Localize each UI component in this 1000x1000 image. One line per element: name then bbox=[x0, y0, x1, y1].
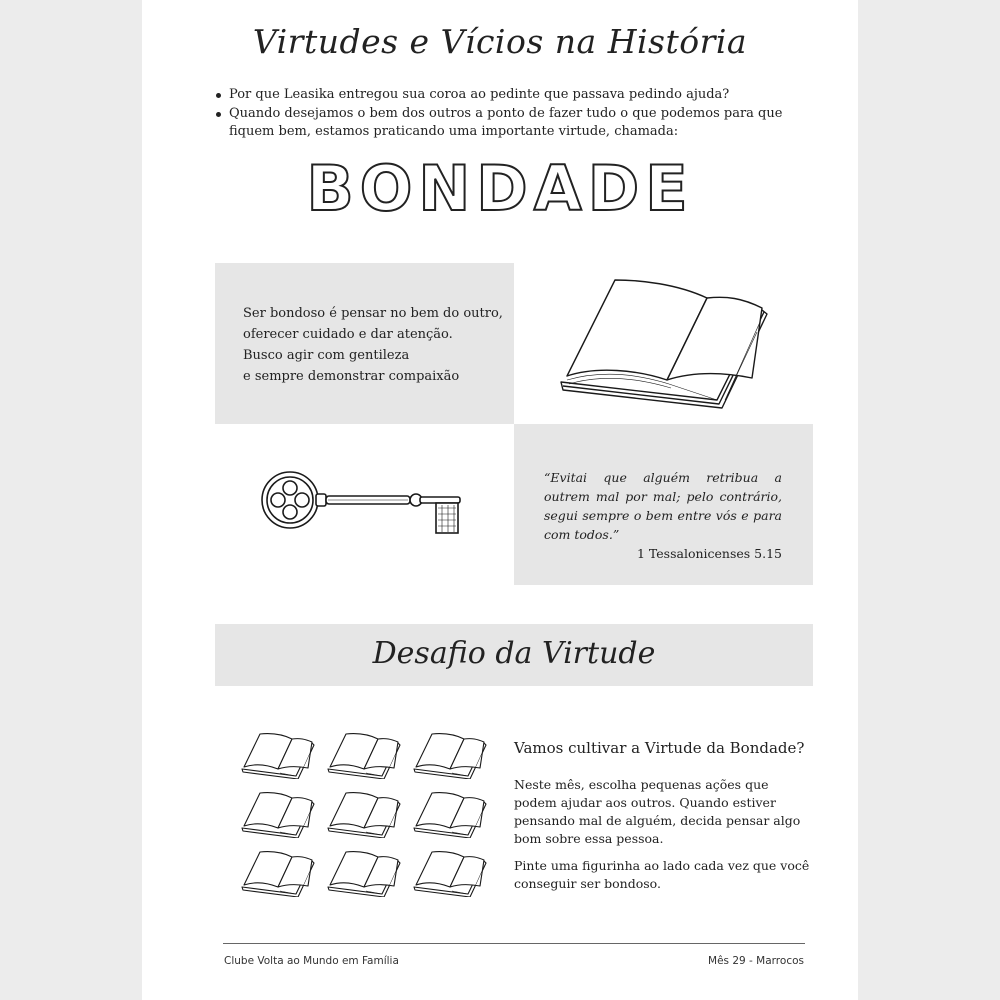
worksheet-page bbox=[142, 0, 858, 1000]
definition-line: Ser bondoso é pensar no bem do outro, bbox=[243, 306, 503, 321]
verse-quote bbox=[544, 468, 782, 563]
challenge-banner bbox=[215, 624, 813, 686]
open-book-icon bbox=[557, 272, 772, 416]
verse-box bbox=[514, 424, 813, 585]
definition-line: e sempre demonstrar compaixão bbox=[243, 369, 460, 384]
footer-divider bbox=[223, 943, 805, 944]
coloring-book-icon[interactable] bbox=[240, 849, 316, 901]
coloring-book-icon[interactable] bbox=[412, 849, 488, 901]
coloring-book-icon[interactable] bbox=[326, 731, 402, 783]
footer-month: Mês 29 - Marrocos bbox=[708, 955, 804, 967]
coloring-book-icon[interactable] bbox=[240, 731, 316, 783]
intro-bullets bbox=[212, 86, 822, 142]
bullet-statement: Quando desejamos o bem dos outros a ponto de fazer tudo o que podemos para que fiquem bem, estamos praticando uma importante virtude, chamada: bbox=[212, 105, 822, 141]
key-icon bbox=[258, 460, 473, 554]
definition-line: Busco agir com gentileza bbox=[243, 348, 410, 363]
footer-club-name: Clube Volta ao Mundo em Família bbox=[224, 955, 399, 967]
virtue-word: BONDADE bbox=[306, 152, 694, 225]
verse-reference: 1 Tessalonicenses 5.15 bbox=[636, 546, 782, 561]
challenge-question: Vamos cultivar a Virtude da Bondade? bbox=[514, 739, 805, 757]
verse-text: “Evitai que alguém retribua a outrem mal por mal; pelo contrário, segui sempre o bem entre vós e para com todos.” bbox=[544, 470, 782, 542]
definition-box bbox=[215, 263, 514, 424]
coloring-book-icon[interactable] bbox=[240, 790, 316, 842]
coloring-book-icon[interactable] bbox=[326, 849, 402, 901]
definition-text bbox=[243, 303, 503, 387]
challenge-text bbox=[514, 738, 814, 902]
coloring-book-icon[interactable] bbox=[412, 731, 488, 783]
coloring-book-icon[interactable] bbox=[326, 790, 402, 842]
definition-line: oferecer cuidado e dar atenção. bbox=[243, 327, 453, 342]
coloring-book-icon[interactable] bbox=[412, 790, 488, 842]
challenge-paragraph: Neste mês, escolha pequenas ações que podem ajudar aos outros. Quando estiver pensando mal de alguém, decida pensar algo bom sobre essa pessoa. bbox=[514, 777, 801, 846]
bullet-question: Por que Leasika entregou sua coroa ao pedinte que passava pedindo ajuda? bbox=[212, 86, 822, 104]
challenge-paragraph: Pinte uma figurinha ao lado cada vez que você conseguir ser bondoso. bbox=[514, 858, 810, 891]
page-title: Virtudes e Vícios na História bbox=[252, 22, 748, 61]
challenge-title: Desafio da Virtude bbox=[372, 636, 656, 671]
